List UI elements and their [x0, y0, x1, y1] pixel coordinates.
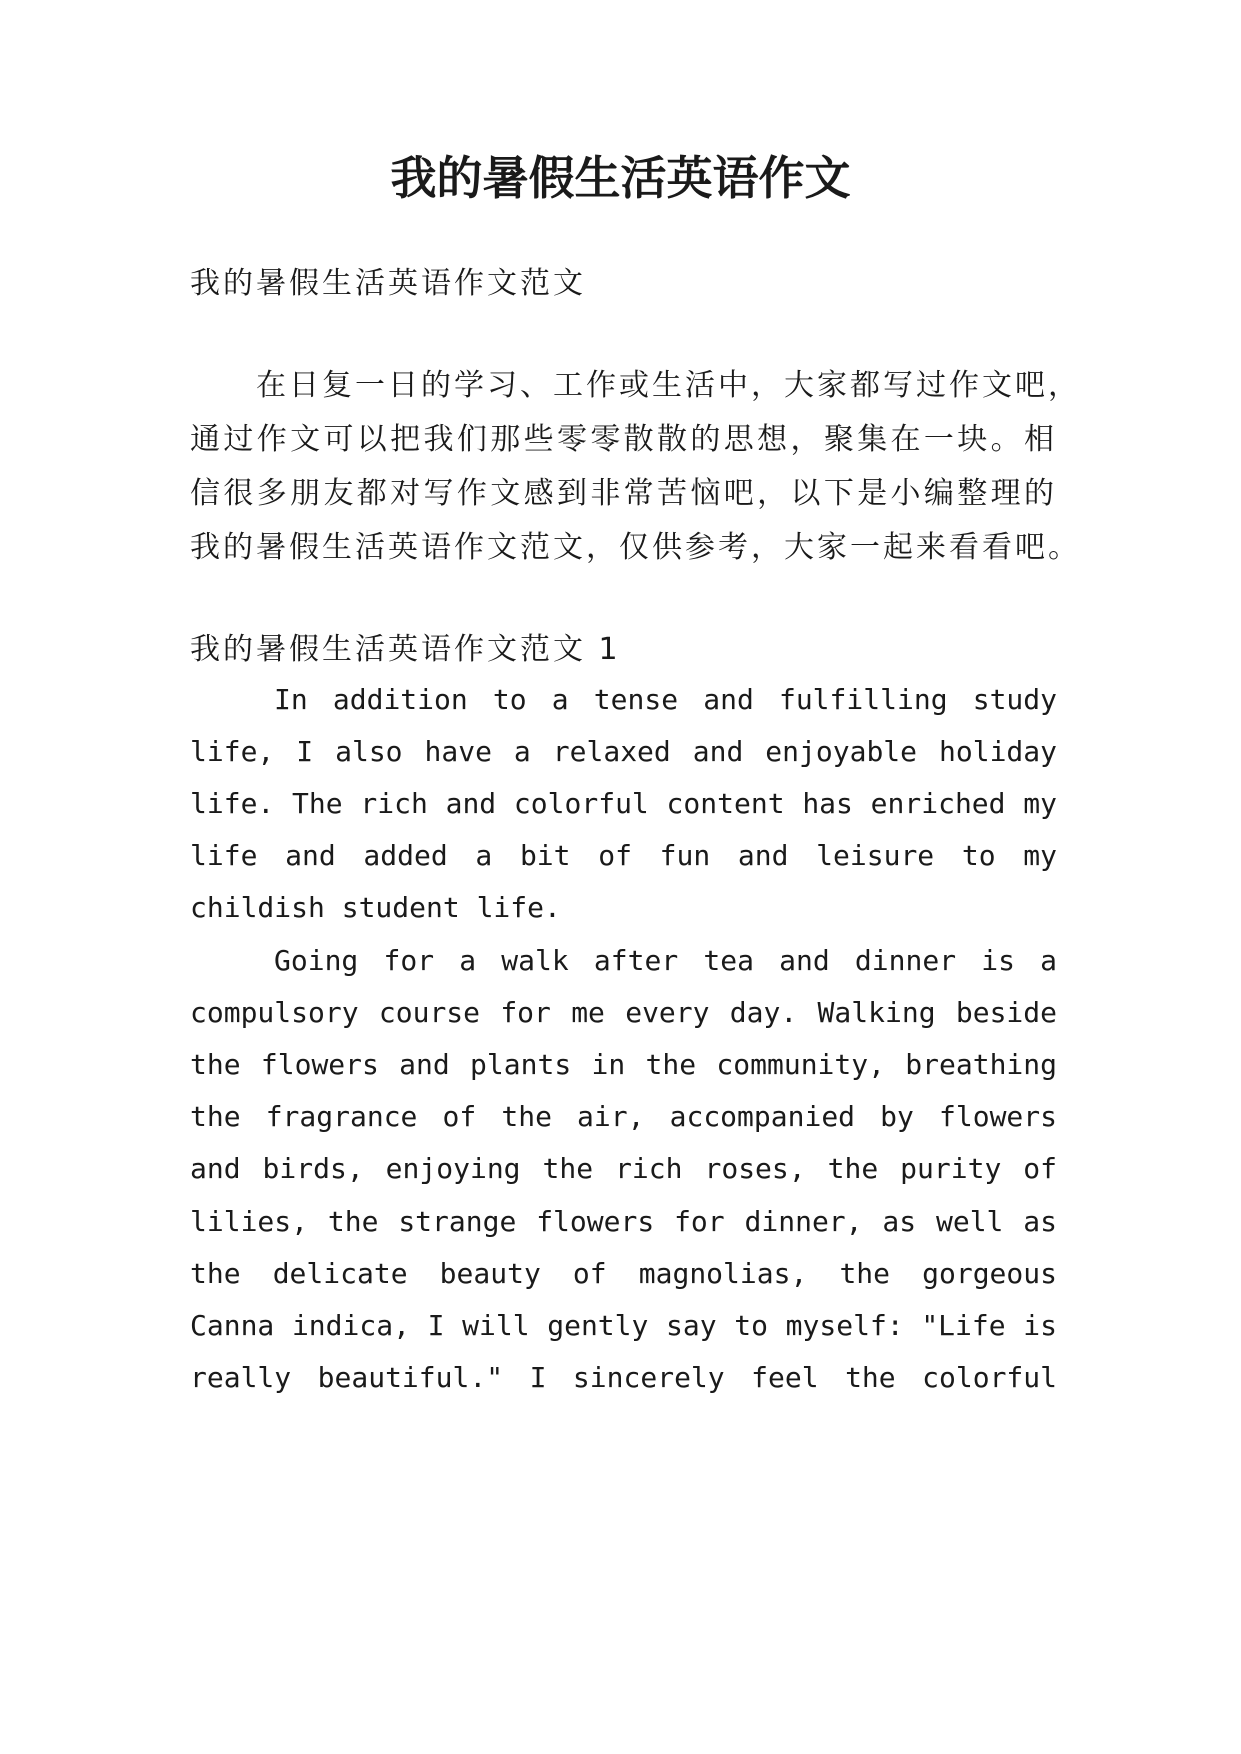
intro-line-3: 信很多朋友都对写作文感到非常苦恼吧，以下是小编整理的 — [190, 476, 1057, 511]
intro-line-1: 在日复一日的学习、工作或生活中，大家都写过作文吧， — [256, 368, 1081, 403]
paragraph2-line-4: the fragrance of the air, accompanied by flowers — [190, 1100, 1057, 1133]
paragraph1-line-1: In addition to a tense and fulfilling study — [274, 683, 1057, 716]
document-title: 我的暑假生活英语作文 — [390, 151, 851, 205]
paragraph1-line-4: life and added a bit of fun and leisure to my — [190, 839, 1057, 872]
paragraph2-line-6: lilies, the strange flowers for dinner, as well as — [190, 1205, 1057, 1238]
paragraph2-line-7: the delicate beauty of magnolias, the gorgeous — [190, 1257, 1057, 1290]
subtitle: 我的暑假生活英语作文范文 — [190, 266, 586, 301]
paragraph1-line-3: life. The rich and colorful content has enriched my — [190, 787, 1057, 820]
paragraph2-line-3: the flowers and plants in the community, breathing — [190, 1048, 1057, 1081]
paragraph2-line-2: compulsory course for me every day. Walking beside — [190, 996, 1057, 1029]
paragraph2-line-1: Going for a walk after tea and dinner is a — [274, 944, 1057, 977]
intro-line-4: 我的暑假生活英语作文范文，仅供参考，大家一起来看看吧。 — [190, 530, 1081, 565]
intro-line-2: 通过作文可以把我们那些零零散散的思想，聚集在一块。相 — [190, 422, 1057, 457]
paragraph2-line-5: and birds, enjoying the rich roses, the purity of — [190, 1152, 1057, 1185]
paragraph2-line-9: really beautiful." I sincerely feel the colorful — [190, 1361, 1057, 1394]
section-heading: 我的暑假生活英语作文范文 1 — [190, 632, 621, 667]
paragraph2-line-8: Canna indica, I will gently say to myself: "Life is — [190, 1309, 1057, 1342]
paragraph1-line-2: life, I also have a relaxed and enjoyable holiday — [190, 735, 1057, 768]
paragraph1-line-5: childish student life. — [190, 891, 561, 924]
